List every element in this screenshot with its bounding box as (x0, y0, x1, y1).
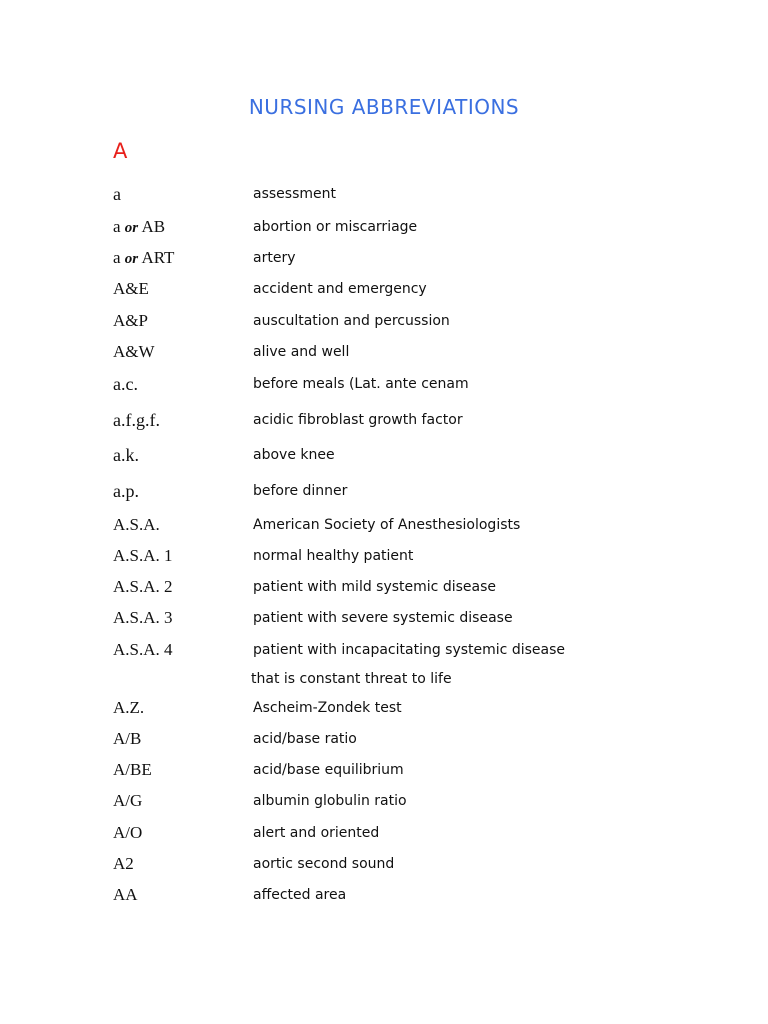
abbreviation-term-part: a (113, 248, 125, 267)
abbreviation-meaning: Ascheim-Zondek test (253, 700, 402, 716)
abbreviation-row (0, 279, 768, 303)
abbreviation-meaning: artery (253, 250, 296, 266)
abbreviation-row (0, 854, 768, 878)
abbreviation-term: a.f.g.f. (113, 410, 160, 430)
abbreviation-term: A&E (113, 279, 149, 298)
abbreviation-meaning: normal healthy patient (253, 548, 414, 564)
abbreviation-term: A2 (113, 854, 134, 873)
abbreviation-meaning: patient with severe systemic disease (253, 610, 513, 626)
abbreviation-meaning: before dinner (253, 483, 348, 499)
abbreviation-row (0, 729, 768, 753)
abbreviation-meaning: abortion or miscarriage (253, 219, 418, 235)
abbreviation-term: A.S.A. 1 (113, 546, 173, 565)
abbreviation-meaning: acid/base equilibrium (253, 762, 404, 778)
abbreviation-meaning: acid/base ratio (253, 731, 357, 747)
abbreviation-term: a.c. (113, 374, 138, 394)
abbreviation-row (0, 342, 768, 366)
abbreviation-term: A.S.A. 4 (113, 640, 173, 659)
abbreviation-meaning: assessment (253, 186, 336, 202)
abbreviation-meaning: patient with mild systemic disease (253, 579, 496, 595)
abbreviation-term: A.S.A. (113, 515, 160, 534)
abbreviation-term: A&P (113, 311, 148, 330)
abbreviation-row (0, 445, 768, 469)
abbreviation-term-part: AB (138, 217, 166, 236)
abbreviation-term: A/B (113, 729, 142, 748)
abbreviation-term: AA (113, 885, 138, 904)
abbreviation-term (113, 217, 165, 237)
abbreviation-meaning: alert and oriented (253, 825, 380, 841)
abbreviation-row (0, 410, 768, 434)
abbreviation-meaning: American Society of Anesthesiologists (253, 517, 521, 533)
abbreviation-row (0, 374, 768, 398)
abbreviation-row (0, 608, 768, 632)
abbreviation-row (0, 515, 768, 539)
abbreviation-meaning: alive and well (253, 344, 350, 360)
abbreviation-term: a.k. (113, 445, 139, 465)
abbreviation-term: A&W (113, 342, 155, 361)
abbreviation-row (0, 311, 768, 335)
abbreviation-meaning: that is constant threat to life (251, 671, 452, 687)
abbreviation-or-word: or (124, 251, 139, 267)
abbreviation-row (0, 885, 768, 909)
abbreviation-meaning: above knee (253, 447, 335, 463)
abbreviation-term (113, 248, 174, 268)
abbreviation-term: A/BE (113, 760, 152, 779)
abbreviation-or-word: or (124, 220, 139, 236)
abbreviation-row (0, 698, 768, 722)
abbreviation-row (0, 577, 768, 601)
abbreviation-row (0, 640, 768, 664)
abbreviation-term: A.S.A. 3 (113, 608, 173, 627)
abbreviation-row (0, 184, 768, 208)
abbreviation-row (0, 546, 768, 570)
abbreviation-meaning: patient with incapacitating systemic disease (253, 642, 565, 658)
abbreviation-row (0, 823, 768, 847)
abbreviation-meaning: affected area (253, 887, 347, 903)
abbreviation-term-part: ART (138, 248, 175, 267)
abbreviation-term: a.p. (113, 481, 139, 501)
abbreviation-term: A/G (113, 791, 143, 810)
abbreviation-row (0, 248, 768, 272)
abbreviation-term-part: a (113, 217, 125, 236)
abbreviation-term: A.Z. (113, 698, 145, 717)
abbreviation-meaning: before meals (Lat. ante cenam (253, 376, 469, 392)
abbreviation-meaning: acidic fibroblast growth factor (253, 412, 463, 428)
abbreviation-term: a (113, 184, 121, 204)
abbreviation-row (0, 791, 768, 815)
abbreviation-row (0, 481, 768, 505)
abbreviation-row (0, 760, 768, 784)
section-letter-heading: A (113, 139, 128, 163)
abbreviation-meaning: accident and emergency (253, 281, 427, 297)
abbreviation-meaning: albumin globulin ratio (253, 793, 407, 809)
abbreviation-meaning: auscultation and percussion (253, 313, 450, 329)
abbreviation-term: A/O (113, 823, 143, 842)
document-title: NURSING ABBREVIATIONS (248, 95, 520, 119)
abbreviation-row-continuation (0, 669, 768, 693)
abbreviation-meaning: aortic second sound (253, 856, 395, 872)
abbreviation-term: A.S.A. 2 (113, 577, 173, 596)
abbreviation-row (0, 217, 768, 241)
